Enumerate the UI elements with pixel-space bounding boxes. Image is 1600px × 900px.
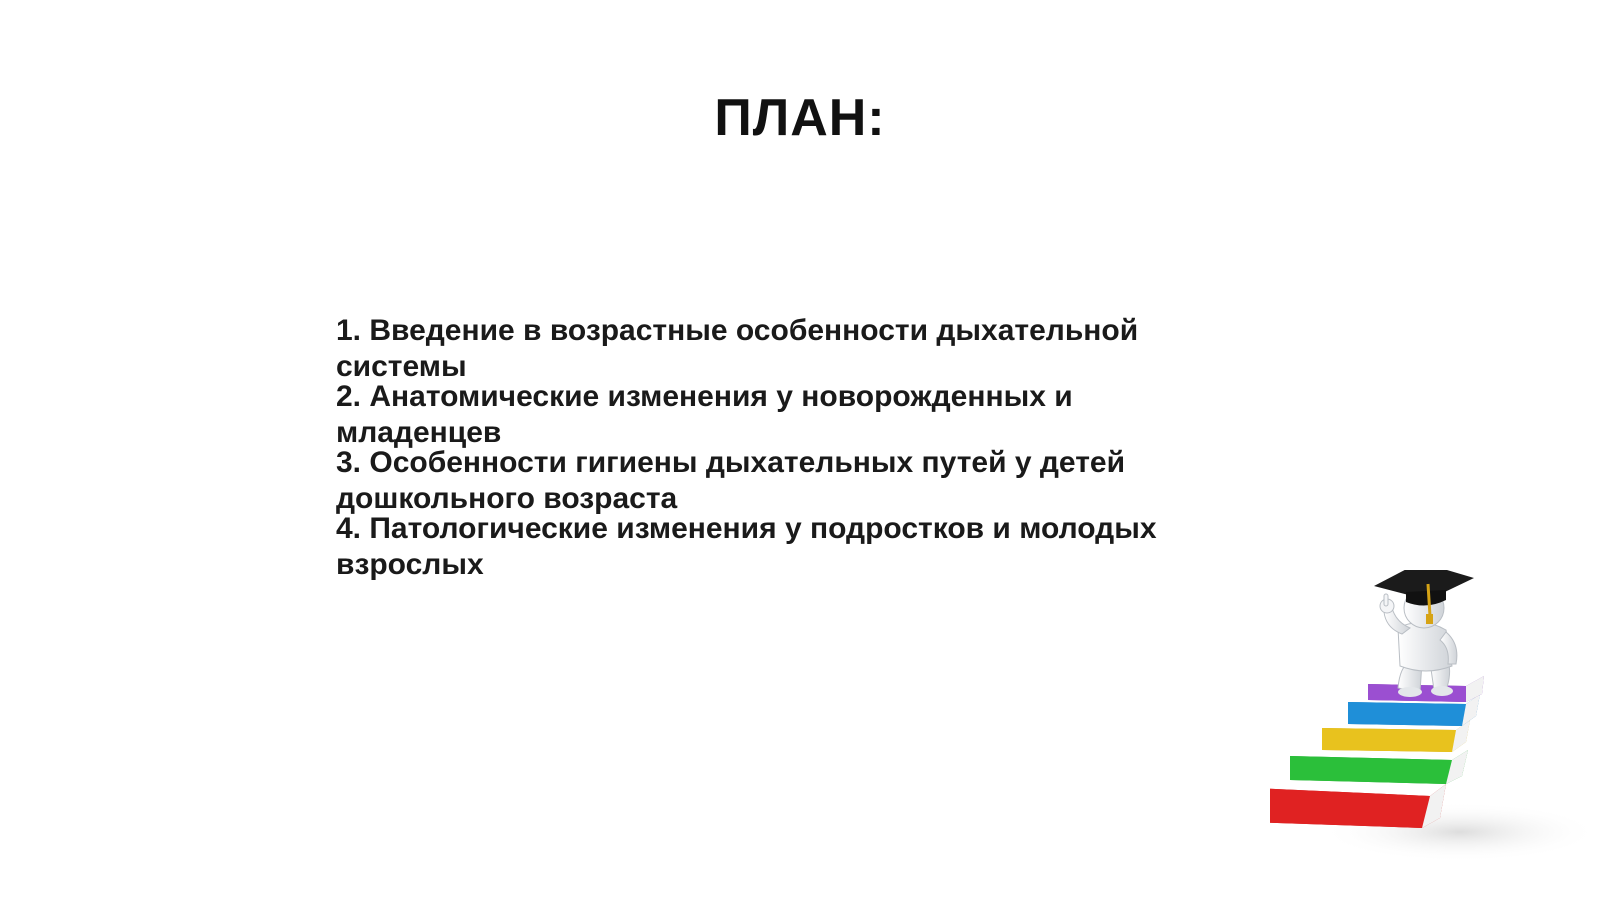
graduate-books-illustration: [1270, 570, 1590, 880]
plan-item-4: 4. Патологические изменения у подростков и молодых взрослых: [336, 512, 1157, 581]
plan-item-3: 3. Особенности гигиены дыхательных путей у детей дошкольного возраста: [336, 446, 1126, 515]
red-book: [1270, 784, 1446, 828]
purple-book: [1368, 676, 1484, 702]
graduate-figure: [1374, 570, 1474, 697]
green-book: [1290, 750, 1468, 784]
slide-title: ПЛАН:: [714, 89, 886, 147]
graduate-on-books-icon: [1270, 570, 1590, 880]
plan-list: [336, 313, 1216, 581]
plan-item-1: 1. Введение в возрастные особенности дыхательной системы: [336, 314, 1139, 383]
plan-item-2: 2. Анатомические изменения у новорожденных и младенцев: [336, 380, 1073, 449]
